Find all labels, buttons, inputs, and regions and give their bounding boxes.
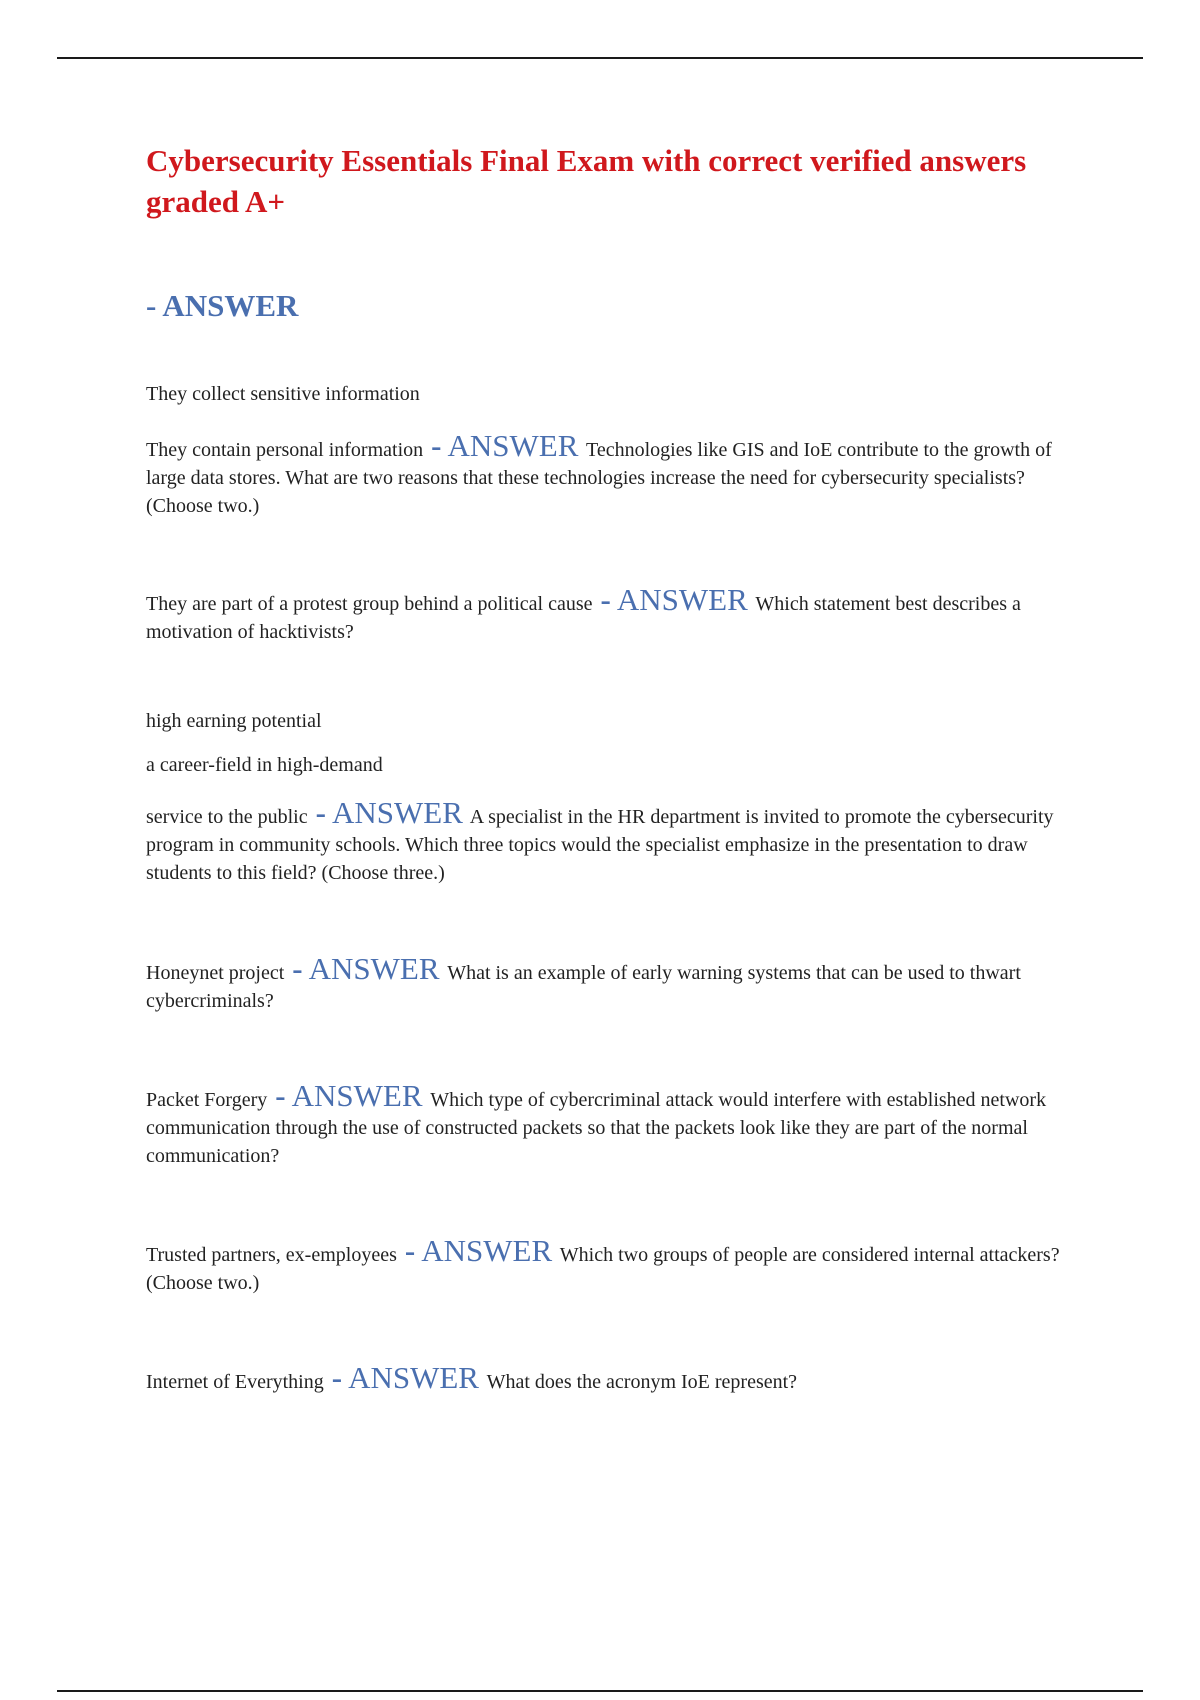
qa-paragraph (146, 951, 1086, 1015)
answer-marker: - ANSWER (315, 795, 463, 830)
qa-item (146, 1078, 1086, 1170)
answer-text: Trusted partners, ex-employees (146, 1244, 397, 1266)
answer-marker: - ANSWER (275, 1078, 423, 1113)
question-text: Which two groups of people are considered internal attackers? (Choose two.) (146, 1244, 1060, 1294)
qa-item (146, 582, 1086, 646)
answer-marker: - ANSWER (331, 1360, 479, 1395)
answer-marker: - ANSWER (431, 428, 579, 463)
qa-paragraph (146, 1233, 1086, 1297)
choice-line: They collect sensitive information (146, 383, 420, 405)
qa-item (146, 951, 1086, 1015)
question-text: What is an example of early warning systems that can be used to thwart cybercriminals? (146, 962, 1021, 1012)
question-text: What does the acronym IoE represent? (486, 1371, 798, 1393)
choice-line: a career-field in high-demand (146, 754, 383, 776)
answer-text: Honeynet project (146, 962, 285, 984)
qa-item (146, 707, 1086, 887)
qa-paragraph (146, 1360, 1086, 1396)
answer-text: Packet Forgery (146, 1089, 268, 1111)
answer-marker: - ANSWER (292, 951, 440, 986)
choice-line: high earning potential (146, 710, 322, 732)
question-text: Technologies like GIS and IoE contribute to the growth of large data stores. What are two reasons that these technologies increase the need for cybersecurity specialists? (Choose two.) (146, 439, 1052, 517)
qa-item (146, 1233, 1086, 1297)
answer-text: They contain personal information (146, 439, 424, 461)
document-title: Cybersecurity Essentials Final Exam with correct verified answers graded A+ (146, 143, 1027, 219)
bottom-rule (57, 1690, 1143, 1692)
qa-paragraph (146, 582, 1086, 646)
answer-marker: - ANSWER (404, 1233, 553, 1268)
qa-paragraph (146, 428, 1086, 520)
qa-paragraph (146, 795, 1086, 887)
top-rule (57, 57, 1143, 59)
lead-answer-label: - ANSWER (146, 288, 299, 323)
qa-item (146, 1360, 1086, 1396)
qa-item (146, 380, 1086, 520)
answer-text: They are part of a protest group behind a political cause (146, 593, 593, 615)
question-text: A specialist in the HR department is invited to promote the cybersecurity program in community schools. Which three topics would the specialist emphasize in the presentation to draw students to this field? (Choose three.) (146, 806, 1054, 884)
question-text: Which type of cybercriminal attack would interfere with established network communication through the use of constructed packets so that the packets look like they are part of the normal communication? (146, 1089, 1047, 1167)
document-body (146, 140, 1086, 1395)
answer-text: Internet of Everything (146, 1371, 324, 1393)
answer-marker: - ANSWER (600, 582, 748, 617)
answer-text: service to the public (146, 806, 308, 828)
qa-paragraph (146, 1078, 1086, 1170)
question-text: Which statement best describes a motivation of hacktivists? (146, 593, 1021, 643)
